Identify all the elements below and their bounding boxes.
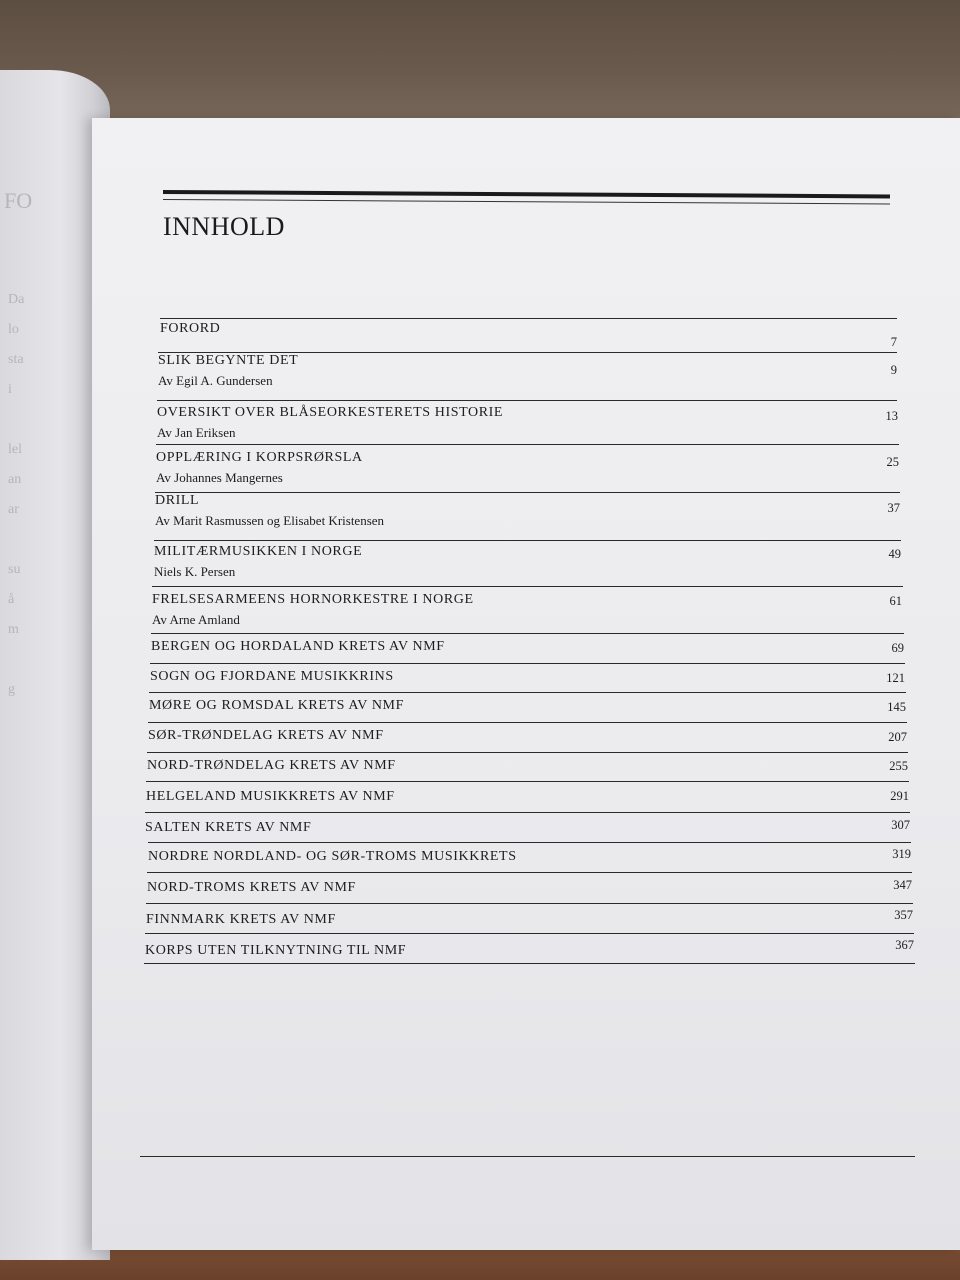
toc-divider — [145, 933, 914, 934]
toc-entry-author: Av Jan Eriksen — [157, 425, 236, 440]
toc-entry-title: NORDRE NORDLAND- OG SØR-TROMS MUSIKKRETS — [148, 849, 517, 864]
footer-rule — [140, 1156, 915, 1157]
toc-divider — [160, 318, 897, 319]
toc-entry-page-number: 13 — [885, 409, 898, 423]
toc-entry-page-number: 357 — [894, 908, 913, 922]
toc-divider — [148, 842, 911, 843]
toc-divider — [154, 540, 901, 541]
toc-entry-page-number: 121 — [886, 671, 905, 685]
toc-entry-title: FINNMARK KRETS AV NMF — [146, 912, 336, 927]
toc-entry-author: Av Arne Amland — [152, 612, 240, 627]
toc-entry[interactable] — [154, 544, 901, 584]
left-page-fragment: lel — [8, 442, 22, 457]
toc-divider — [152, 586, 903, 587]
wooden-table-background — [0, 0, 960, 120]
toc-entry-title: KORPS UTEN TILKNYTNING TIL NMF — [145, 943, 407, 958]
toc-divider — [150, 663, 905, 664]
toc-entry[interactable] — [152, 592, 902, 632]
toc-entry-title: NORD-TRØNDELAG KRETS AV NMF — [147, 758, 396, 773]
toc-divider — [145, 812, 910, 813]
toc-entry[interactable] — [157, 405, 898, 445]
toc-entry-page-number: 69 — [891, 641, 904, 655]
toc-divider — [147, 752, 908, 753]
toc-entry-title: FORORD — [160, 321, 221, 336]
toc-entry-title: OVERSIKT OVER BLÅSEORKESTERETS HISTORIE — [157, 405, 504, 420]
toc-divider — [157, 400, 897, 401]
toc-entry-title: DRILL — [155, 493, 200, 508]
left-page-fragment: å — [8, 592, 15, 607]
left-page-fragment: ar — [8, 502, 19, 517]
toc-entry-title: MILITÆRMUSIKKEN I NORGE — [154, 544, 363, 559]
toc-entry-title: NORD-TROMS KRETS AV NMF — [147, 880, 356, 895]
toc-entry-title: SALTEN KRETS AV NMF — [145, 820, 312, 835]
toc-divider — [146, 781, 909, 782]
toc-entry-title: MØRE OG ROMSDAL KRETS AV NMF — [149, 698, 404, 713]
toc-entry-title: SØR-TRØNDELAG KRETS AV NMF — [148, 728, 384, 743]
left-page-fragment: m — [8, 622, 19, 637]
toc-divider — [144, 963, 915, 964]
toc-entry-page-number: 9 — [890, 363, 897, 377]
toc-entry-title: OPPLÆRING I KORPSRØRSLA — [156, 450, 363, 465]
toc-entry-page-number: 37 — [887, 501, 900, 515]
toc-entry-author: Av Marit Rasmussen og Elisabet Kristensen — [155, 513, 385, 528]
toc-entry-author: Av Johannes Mangernes — [156, 470, 283, 485]
toc-entry-page-number: 291 — [890, 789, 909, 803]
page-title: INNHOLD — [163, 212, 285, 241]
toc-entry-page-number: 367 — [895, 938, 914, 952]
left-page-fragment: FO — [4, 188, 33, 213]
toc-entry[interactable] — [158, 353, 897, 393]
left-page-fragment: g — [8, 682, 15, 697]
toc-divider — [148, 722, 907, 723]
toc-entry-page-number: 25 — [886, 455, 899, 469]
toc-entry-title: HELGELAND MUSIKKRETS AV NMF — [146, 789, 395, 804]
toc-divider — [146, 903, 913, 904]
left-page-fragment: i — [8, 382, 12, 397]
toc-entry-page-number: 7 — [890, 335, 897, 349]
toc-entry-page-number: 49 — [888, 547, 901, 561]
toc-entry[interactable] — [156, 450, 899, 490]
left-page-fragment: an — [8, 472, 22, 487]
toc-entry-page-number: 319 — [892, 847, 911, 861]
left-page-fragment: Da — [8, 292, 25, 307]
toc-entry-page-number: 145 — [887, 700, 906, 714]
toc-entry-page-number: 255 — [889, 759, 908, 773]
toc-entry[interactable] — [155, 493, 900, 533]
toc-entry-page-number: 61 — [889, 594, 902, 608]
toc-entry-title: SLIK BEGYNTE DET — [158, 353, 299, 368]
toc-divider — [156, 444, 899, 445]
toc-entry-author: Av Egil A. Gundersen — [158, 373, 273, 388]
left-page-fragment: su — [8, 562, 21, 577]
left-page-fragment: lo — [8, 322, 19, 337]
toc-divider — [147, 872, 912, 873]
toc-entry-title: BERGEN OG HORDALAND KRETS AV NMF — [151, 639, 445, 654]
toc-entry-page-number: 307 — [891, 818, 910, 832]
toc-divider — [151, 633, 904, 634]
toc-entry-title: SOGN OG FJORDANE MUSIKKRINS — [150, 669, 394, 684]
toc-entry-page-number: 207 — [888, 730, 907, 744]
toc-entry-author: Niels K. Persen — [154, 564, 236, 579]
left-page-fragment: sta — [8, 352, 24, 367]
toc-entry-title: FRELSESARMEENS HORNORKESTRE I NORGE — [152, 592, 474, 607]
toc-entry-page-number: 347 — [893, 878, 912, 892]
toc-divider — [149, 692, 906, 693]
